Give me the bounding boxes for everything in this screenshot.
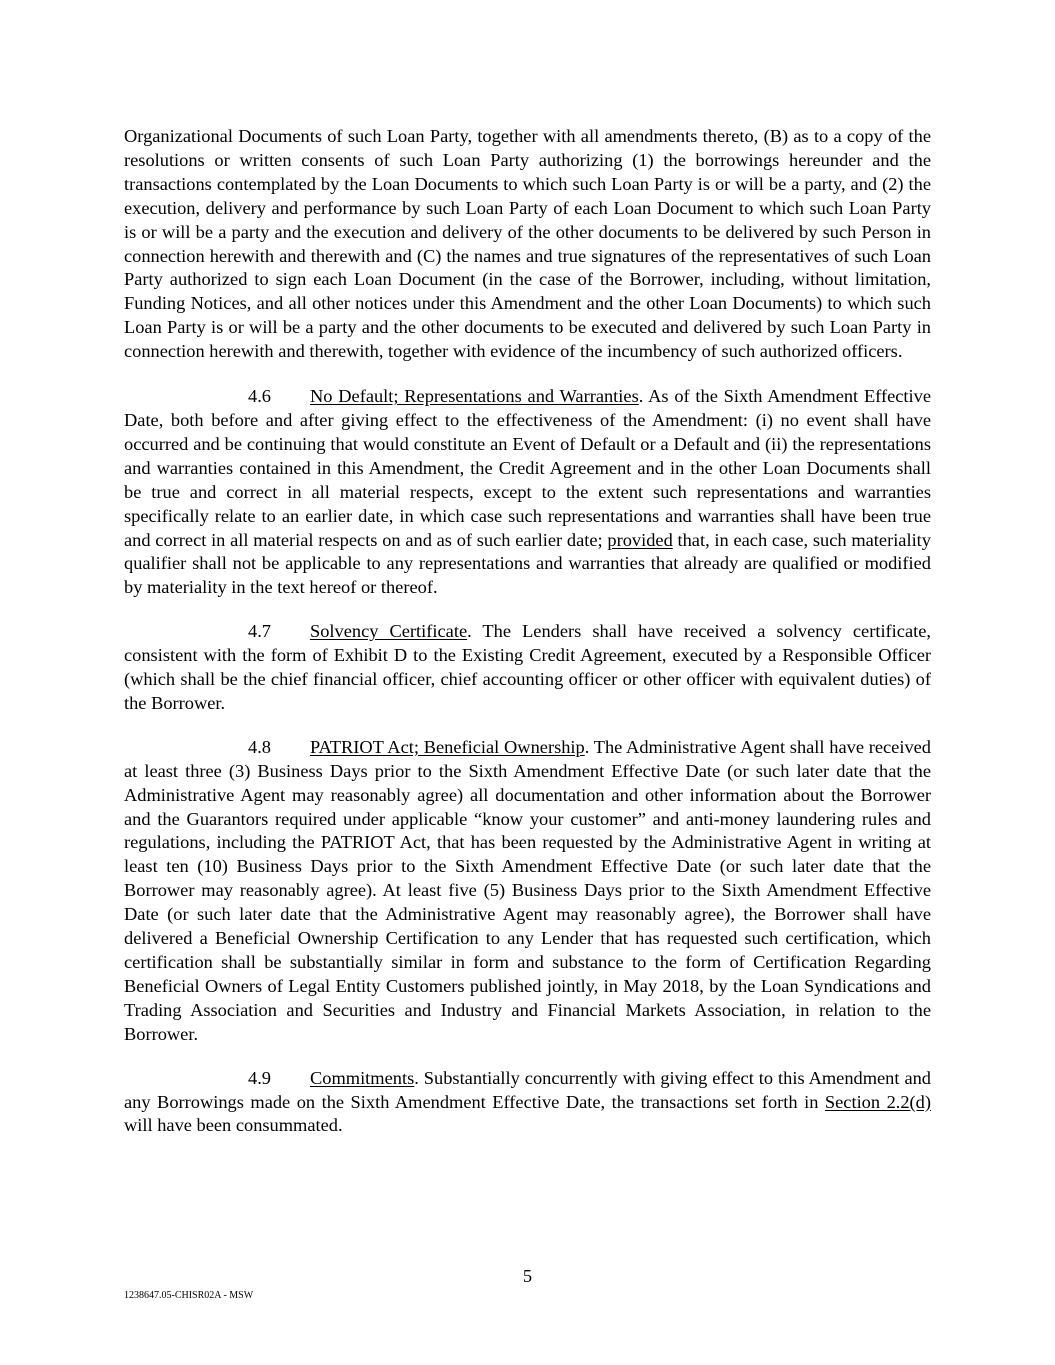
- section-number: 4.7: [248, 621, 271, 642]
- section-4-6: [124, 385, 931, 600]
- section-text: . Substantially concurrently with giving effect to this Amendment and any Borrowings made on the Sixth Amendment Effective Date, the transactions set forth in: [124, 1067, 931, 1112]
- section-number: 4.8: [248, 736, 271, 757]
- paragraph-continuation: [124, 125, 931, 364]
- section-title: PATRIOT Act; Beneficial Ownership: [310, 736, 585, 757]
- section-text: will have been consummated.: [124, 1115, 343, 1136]
- document-body: [124, 125, 931, 1158]
- section-title: Solvency Certificate: [310, 621, 468, 642]
- paragraph-continuation-text: Organizational Documents of such Loan Party, together with all amendments thereto, (B) as to a copy of the resolutions or written consents of such Loan Party authorizing (1) the borrowings hereunder and the transactions contemplated by the Loan Documents to which such Loan Party is or will be a party, and (2) the execution, delivery and performance by such Loan Party of each Loan Document to which such Loan Party is or will be a party and the execution and delivery of the other documents to be delivered by such Person in connection herewith and therewith and (C) the names and true signatures of the representatives of such Loan Party authorized to sign each Loan Document (in the case of the Borrower, including, without limitation, Funding Notices, and all other notices under this Amendment and the other Loan Documents) to which such Loan Party is or will be a party and the other documents to be executed and delivered by such Loan Party in connection herewith and therewith, together with evidence of the incumbency of such authorized officers.: [124, 126, 931, 362]
- section-number: 4.9: [248, 1067, 271, 1088]
- section-text: . The Lenders shall have received a solvency certificate, consistent with the form of Exhibit D to the Existing Credit Agreement, executed by a Responsible Officer (which shall be the chief financial officer, chief accounting officer or other officer with equivalent duties) of the Borrower.: [124, 621, 931, 713]
- section-title: Commitments: [310, 1067, 415, 1088]
- section-reference: Section 2.2(d): [824, 1091, 931, 1112]
- section-4-7: [124, 620, 931, 716]
- section-text: . The Administrative Agent shall have received at least three (3) Business Days prior to the Sixth Amendment Effective Date (or such later date that the Administrative Agent may reasonably agree) all documentation and other information about the Borrower and the Guarantors required under applicable “know your customer” and anti-money laundering rules and regulations, including the PATRIOT Act, that has been requested by the Administrative Agent in writing at least ten (10) Business Days prior to the Sixth Amendment Effective Date (or such later date that the Borrower may reasonably agree). At least five (5) Business Days prior to the Sixth Amendment Effective Date (or such later date that the Administrative Agent may reasonably agree), the Borrower shall have delivered a Beneficial Ownership Certification to any Lender that has requested such certification, which certification shall be substantially similar in form and substance to the form of Certification Regarding Beneficial Owners of Legal Entity Customers published jointly, in May 2018, by the Loan Syndications and Trading Association and Securities and Industry and Financial Markets Association, in relation to the Borrower.: [124, 736, 931, 1044]
- section-4-9: [124, 1067, 931, 1139]
- provided-term: provided: [607, 529, 673, 550]
- section-text: . As of the Sixth Amendment Effective Date, both before and after giving effect to the effectiveness of the Amendment: (i) no event shall have occurred and be continuing that would constitute an Event of Default or a Default and (ii) the representations and warranties contained in this Amendment, the Credit Agreement and in the other Loan Documents shall be true and correct in all material respects, except to the extent such representations and warranties specifically relate to an earlier date, in which case such representations and warranties shall have been true and correct in all material respects on and as of such earlier date;: [124, 386, 932, 550]
- section-text: that, in each case, such materiality qualifier shall not be applicable to any representations and warranties that already are qualified or modified by materiality in the text hereof or thereof.: [124, 529, 931, 598]
- page-number: 5: [522, 1266, 533, 1286]
- section-title: No Default; Representations and Warranties: [310, 386, 639, 407]
- section-4-8: [124, 736, 931, 1047]
- document-id: 1238647.05-CHISR02A - MSW: [124, 1290, 254, 1301]
- section-number: 4.6: [248, 386, 271, 407]
